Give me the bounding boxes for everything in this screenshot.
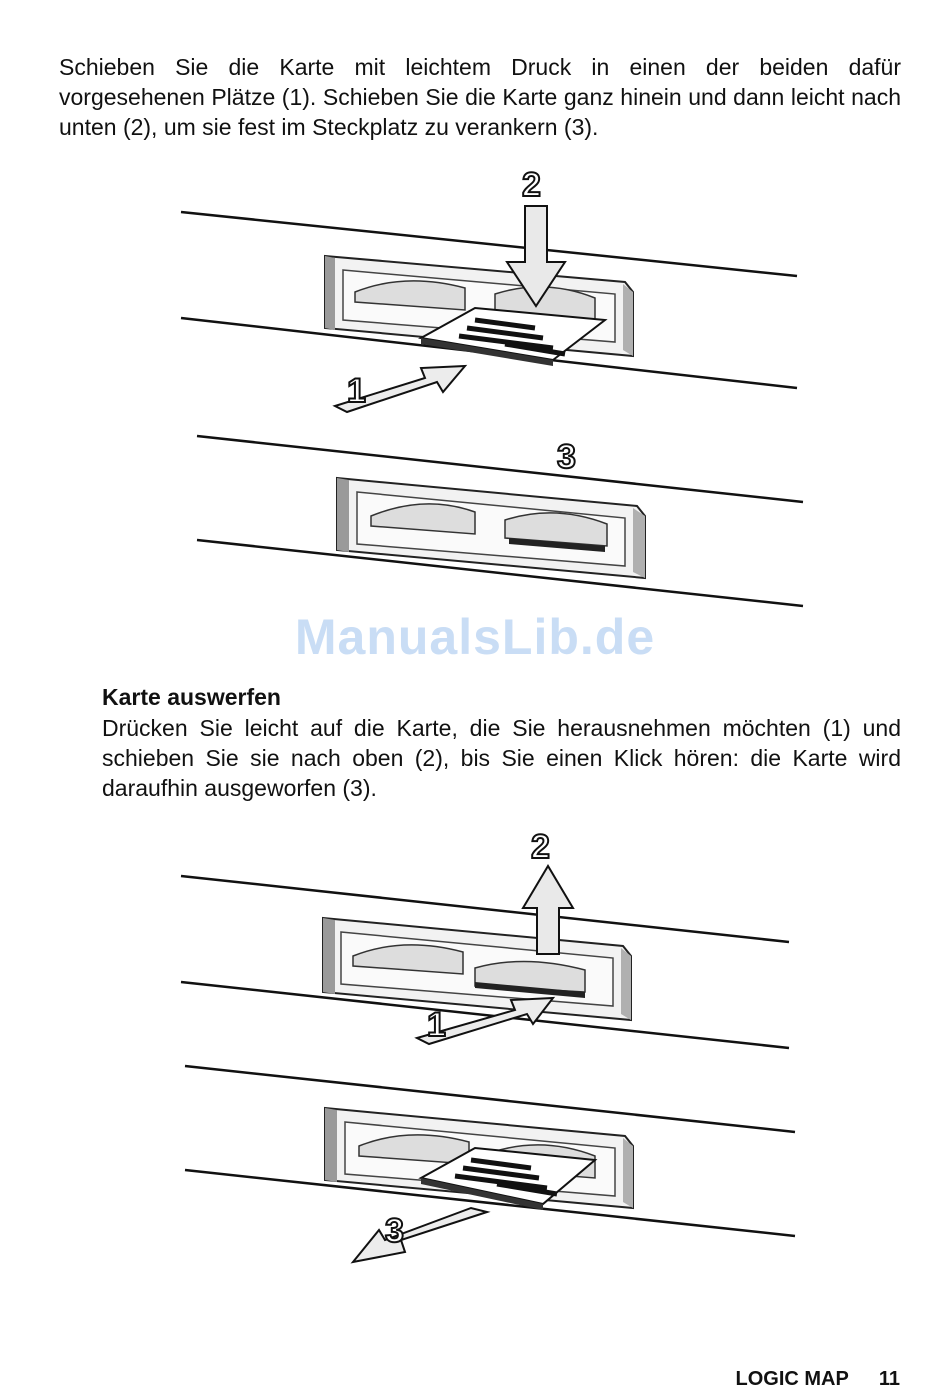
eject-step-2-label: 2 [531,828,550,866]
intro-paragraph: Schieben Sie die Karte mit leichtem Druck in einen der beiden dafür vorgesehenen Plätze (1). Schieben Sie die Karte ganz hinein und dann leicht nach unten (2), um sie fest im Steckplatz zu verankern (3). [59,54,901,140]
page-footer [736,1368,901,1391]
page-number: 11 [878,1368,900,1390]
insert-step-2-label: 2 [522,166,541,204]
eject-paragraph: Drücken Sie leicht auf die Karte, die Sie herausnehmen möchten (1) und schieben Sie sie nach oben (2), bis Sie einen Klick hören: die Karte wird daraufhin ausgeworfen (3). [102,715,901,801]
watermark: ManualsLib.de [294,609,656,665]
eject-step-1-label: 1 [427,1006,446,1044]
card-eject-illustration [175,822,815,1282]
insert-step-3-label: 3 [557,438,576,476]
card-insert-illustration [175,160,815,620]
section-heading: Karte auswerfen [102,684,281,710]
eject-step-3-label: 3 [385,1212,404,1250]
insert-step-1-label: 1 [347,372,366,410]
footer-product-name: LOGIC MAP [735,1368,849,1390]
